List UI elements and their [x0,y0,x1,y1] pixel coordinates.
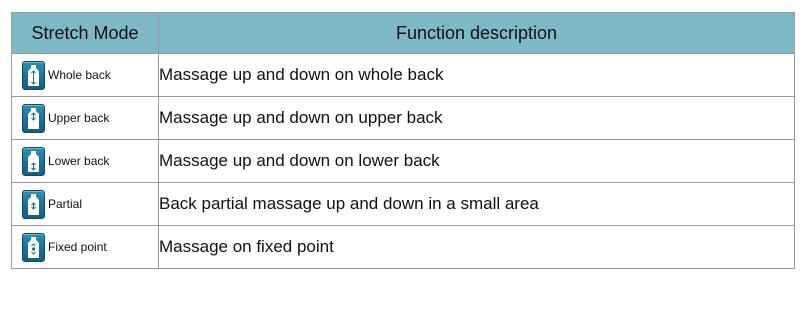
table-row [12,97,795,140]
mode-cell [12,140,159,183]
header-stretch-mode: Stretch Mode [12,13,159,54]
mode-cell [12,183,159,226]
description-cell: Massage up and down on lower back [159,140,795,183]
table-row [12,140,795,183]
whole-back-icon [22,61,45,90]
mode-label: Upper back [48,111,110,125]
mode-label: Partial [48,197,83,211]
description-cell: Massage up and down on upper back [159,97,795,140]
mode-cell [12,97,159,140]
partial-icon [22,190,45,219]
mode-cell [12,226,159,269]
mode-label: Whole back [48,68,111,82]
table-row [12,54,795,97]
mode-cell [12,54,159,97]
fixed-point-icon [22,233,45,262]
mode-label: Lower back [48,154,110,168]
upper-back-icon [22,104,45,133]
description-cell: Massage on fixed point [159,226,795,269]
table-header-row [12,13,795,54]
table-row [12,226,795,269]
mode-label: Fixed point [48,240,107,254]
description-cell: Back partial massage up and down in a small area [159,183,795,226]
lower-back-icon [22,147,45,176]
description-cell: Massage up and down on whole back [159,54,795,97]
table-row [12,183,795,226]
header-function-description: Function description [159,13,795,54]
stretch-mode-table [11,12,795,269]
